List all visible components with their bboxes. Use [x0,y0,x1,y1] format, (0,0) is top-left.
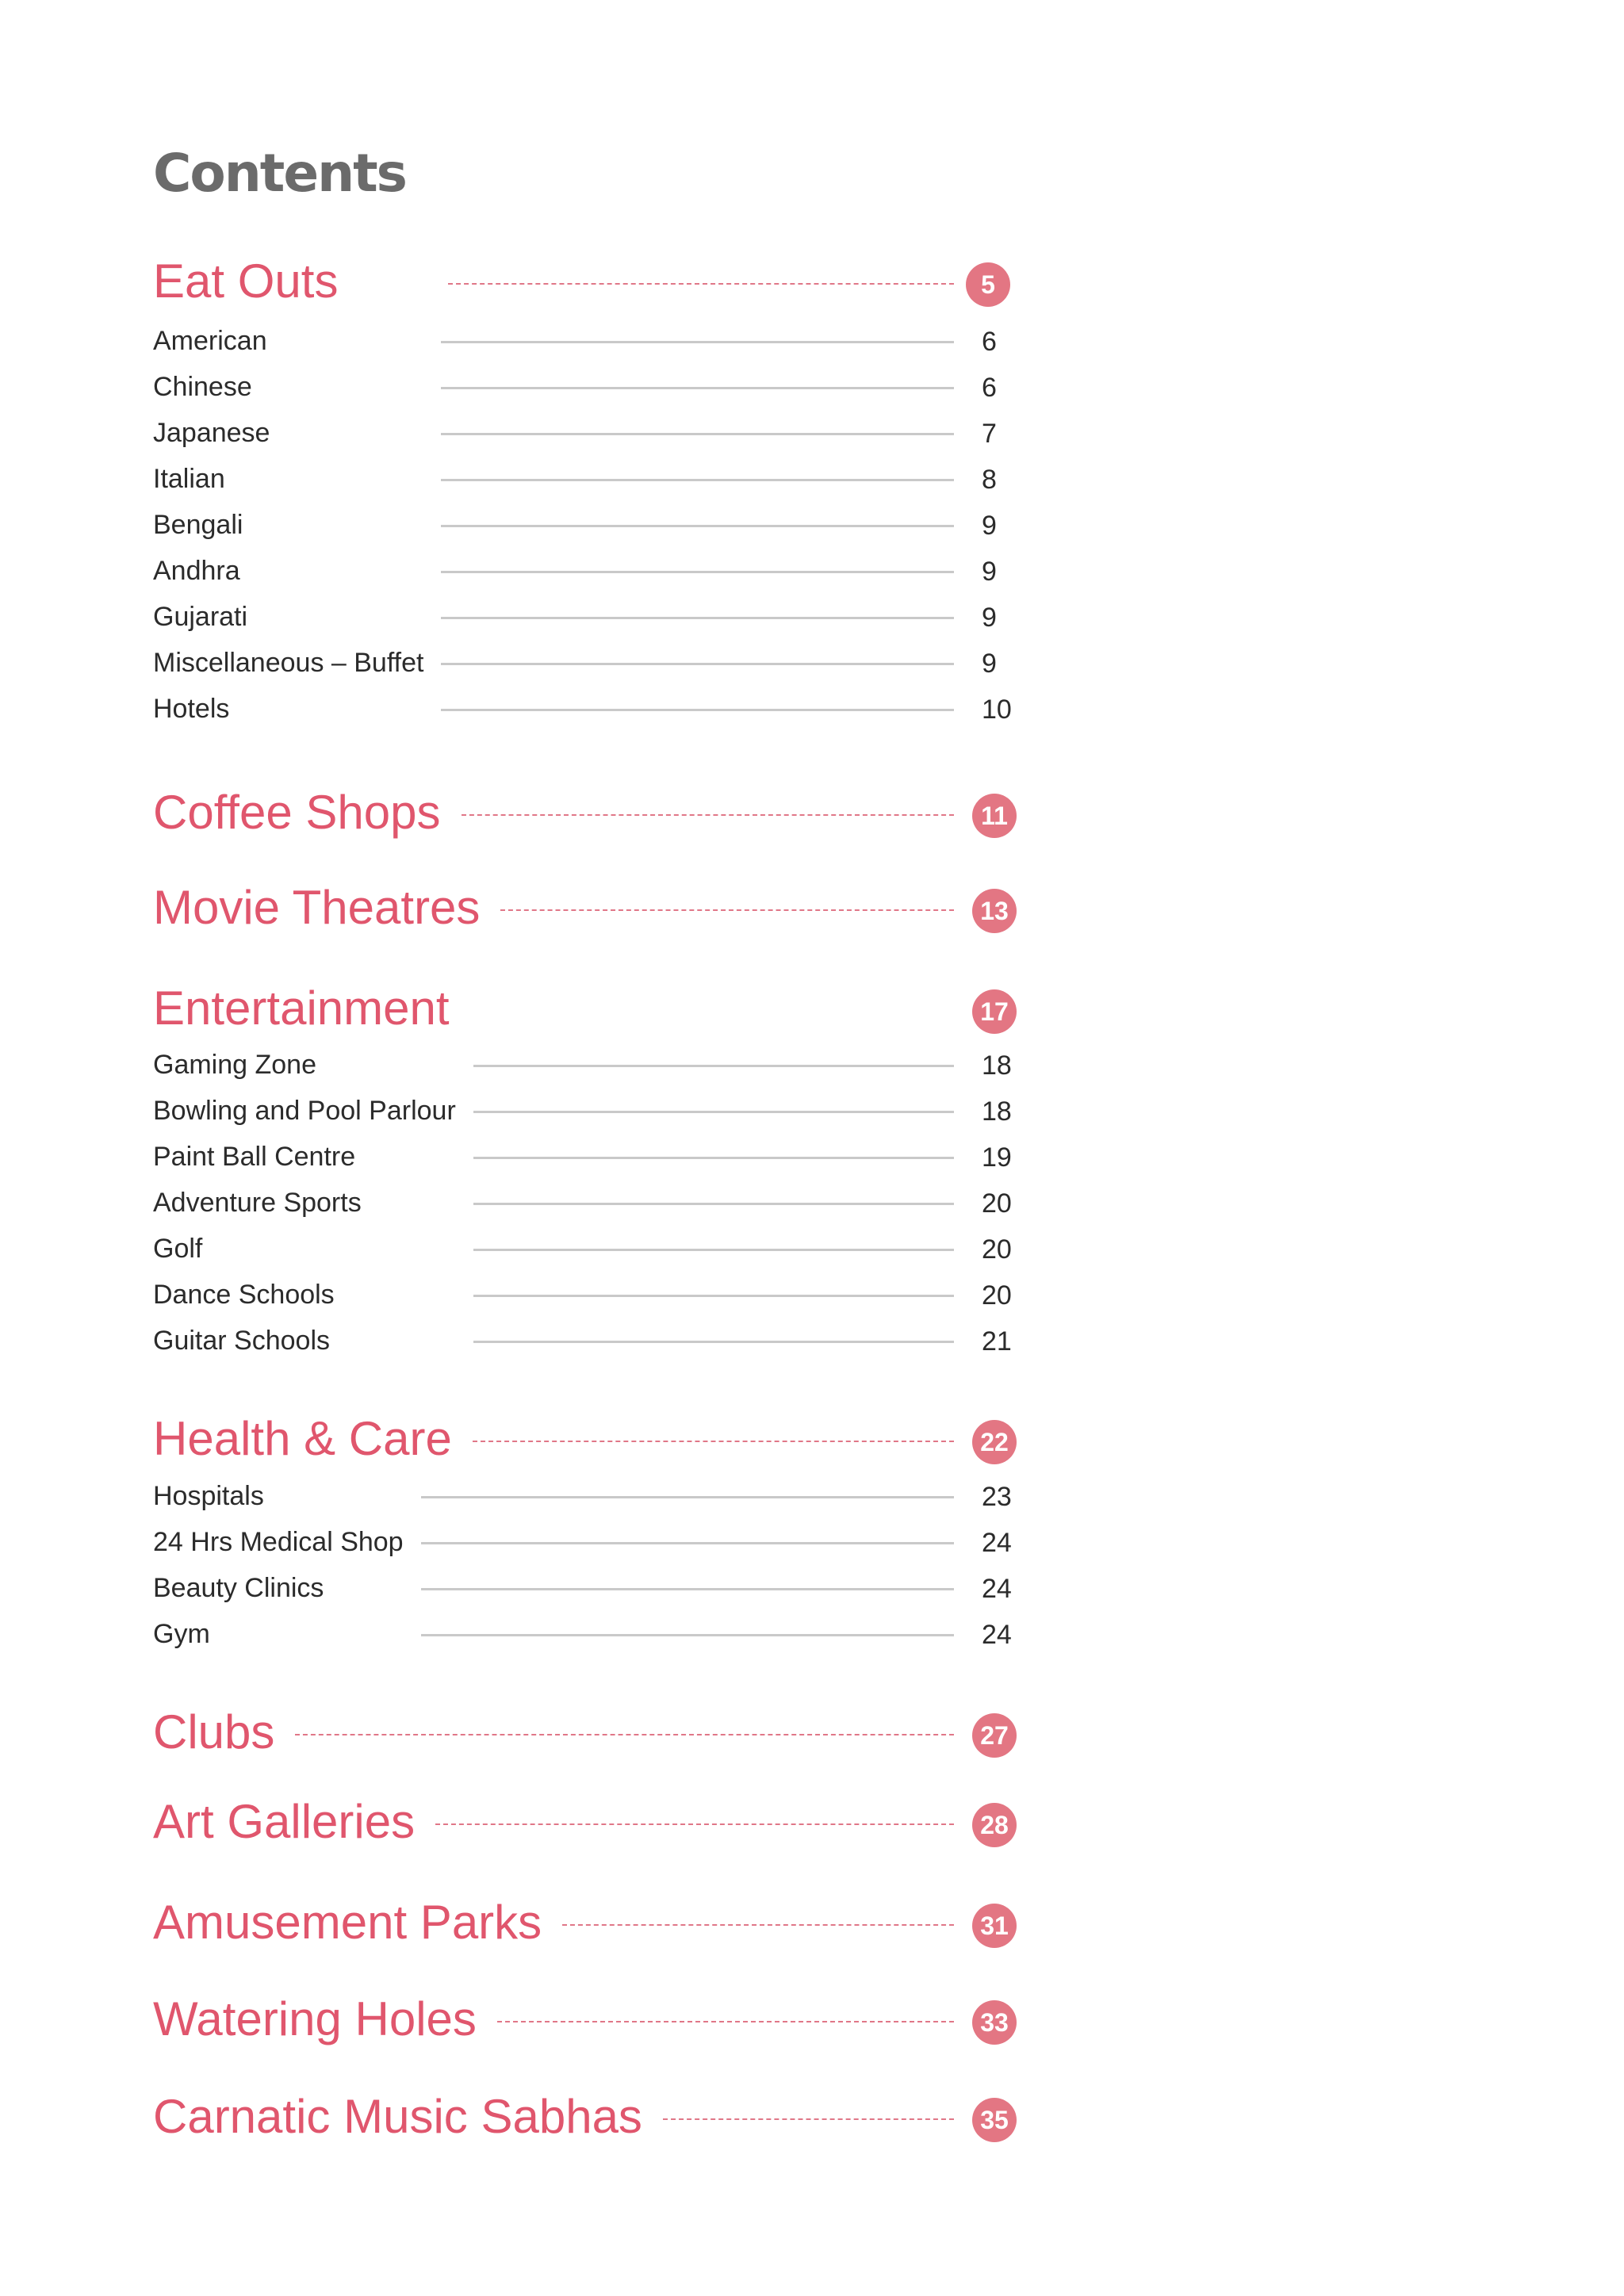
toc-item-leader [421,1542,954,1544]
toc-item-label: Japanese [153,418,270,448]
toc-item-label: Guitar Schools [153,1326,330,1356]
toc-item-leader [421,1634,954,1636]
section-heading[interactable] [153,1891,1025,1954]
section-title: Carnatic Music Sabhas [153,2090,642,2143]
toc-item-page: 9 [982,649,997,679]
section-title: Amusement Parks [153,1896,542,1949]
section-leader [448,283,954,285]
section-title: Clubs [153,1705,275,1758]
page-badge: 28 [972,1803,1017,1847]
toc-item-label: American [153,326,267,356]
toc-item-page: 18 [982,1096,1012,1127]
section-title: Movie Theatres [153,881,481,934]
toc-item-label: Adventure Sports [153,1188,362,1218]
toc-item-label: Dance Schools [153,1280,335,1310]
toc-item-page: 6 [982,373,997,403]
toc-item-leader [421,1496,954,1498]
section-heading[interactable] [153,1701,1025,1764]
toc-item-label: Paint Ball Centre [153,1142,356,1172]
toc-item-page: 21 [982,1326,1012,1357]
section-heading[interactable] [153,1790,1025,1854]
toc-item-page: 9 [982,511,997,541]
toc-item-leader [441,479,954,481]
toc-item-label: Bowling and Pool Parlour [153,1096,456,1126]
toc-item-label: Gym [153,1619,210,1649]
toc-item-label: Gaming Zone [153,1050,316,1080]
section-leader [295,1734,954,1735]
page-badge: 22 [972,1420,1017,1464]
section-title: Watering Holes [153,1992,477,2045]
section-leader [562,1924,954,1926]
toc-item-label: Golf [153,1234,203,1264]
section-leader [462,814,955,816]
toc-item-leader [441,617,954,619]
section-heading[interactable] [153,781,1025,844]
page-badge: 11 [972,794,1017,838]
toc-item-page: 19 [982,1142,1012,1173]
section-leader [435,1823,954,1825]
toc-item-label: 24 Hrs Medical Shop [153,1527,404,1557]
toc-item-label: Miscellaneous – Buffet [153,648,424,678]
section-heading[interactable] [153,250,1025,313]
toc-item-leader [473,1157,954,1159]
toc-item-leader [473,1249,954,1251]
toc-item-leader [441,571,954,573]
page-badge: 13 [972,889,1017,933]
toc-item-leader [473,1203,954,1205]
section-leader [500,909,954,911]
page-badge: 5 [966,262,1010,307]
toc-item-leader [441,709,954,711]
toc-item-label: Hotels [153,694,230,724]
toc-item-label: Chinese [153,372,252,402]
toc-item-leader [473,1065,954,1067]
toc-item-page: 20 [982,1188,1012,1219]
toc-item-page: 8 [982,465,997,495]
section-heading[interactable] [153,1407,1025,1471]
section-title: Coffee Shops [153,786,441,839]
section-leader [473,1441,954,1442]
toc-item-page: 10 [982,695,1012,725]
page-badge: 33 [972,2000,1017,2045]
toc-item-page: 24 [982,1620,1012,1650]
toc-item-leader [441,433,954,435]
toc-item-label: Bengali [153,510,243,540]
toc-item-leader [421,1588,954,1590]
page-badge: 17 [972,989,1017,1034]
toc-item-leader [473,1341,954,1343]
toc-item-page: 24 [982,1528,1012,1558]
toc-item-label: Andhra [153,556,240,586]
toc-item-page: 9 [982,557,997,587]
toc-item-page: 23 [982,1482,1012,1512]
section-title: Eat Outs [153,254,339,308]
section-heading[interactable] [153,876,1025,939]
toc-item-page: 24 [982,1574,1012,1604]
page-badge: 35 [972,2098,1017,2142]
toc-item-page: 20 [982,1280,1012,1311]
section-title: Art Galleries [153,1795,416,1848]
toc-item-leader [441,525,954,527]
toc-item-leader [441,663,954,665]
section-title: Entertainment [153,982,450,1035]
toc-item-leader [473,1111,954,1113]
toc-item-leader [473,1295,954,1297]
toc-item-page: 9 [982,603,997,633]
toc-item-leader [441,341,954,343]
section-heading[interactable] [153,977,1025,1040]
toc-item-label: Hospitals [153,1481,264,1511]
section-title: Health & Care [153,1412,452,1465]
section-leader [497,2021,954,2022]
page-badge: 27 [972,1713,1017,1758]
toc-item-label: Gujarati [153,602,248,632]
section-heading[interactable] [153,2085,1025,2149]
toc-item-page: 18 [982,1050,1012,1081]
toc-item-page: 20 [982,1234,1012,1265]
page-badge: 31 [972,1904,1017,1948]
toc-item-label: Beauty Clinics [153,1573,324,1603]
toc-item-leader [441,387,954,389]
page-title: Contents [153,143,406,204]
section-heading[interactable] [153,1988,1025,2051]
section-leader [663,2118,954,2120]
toc-item-page: 7 [982,419,997,449]
toc-item-label: Italian [153,464,225,494]
toc-item-page: 6 [982,327,997,357]
